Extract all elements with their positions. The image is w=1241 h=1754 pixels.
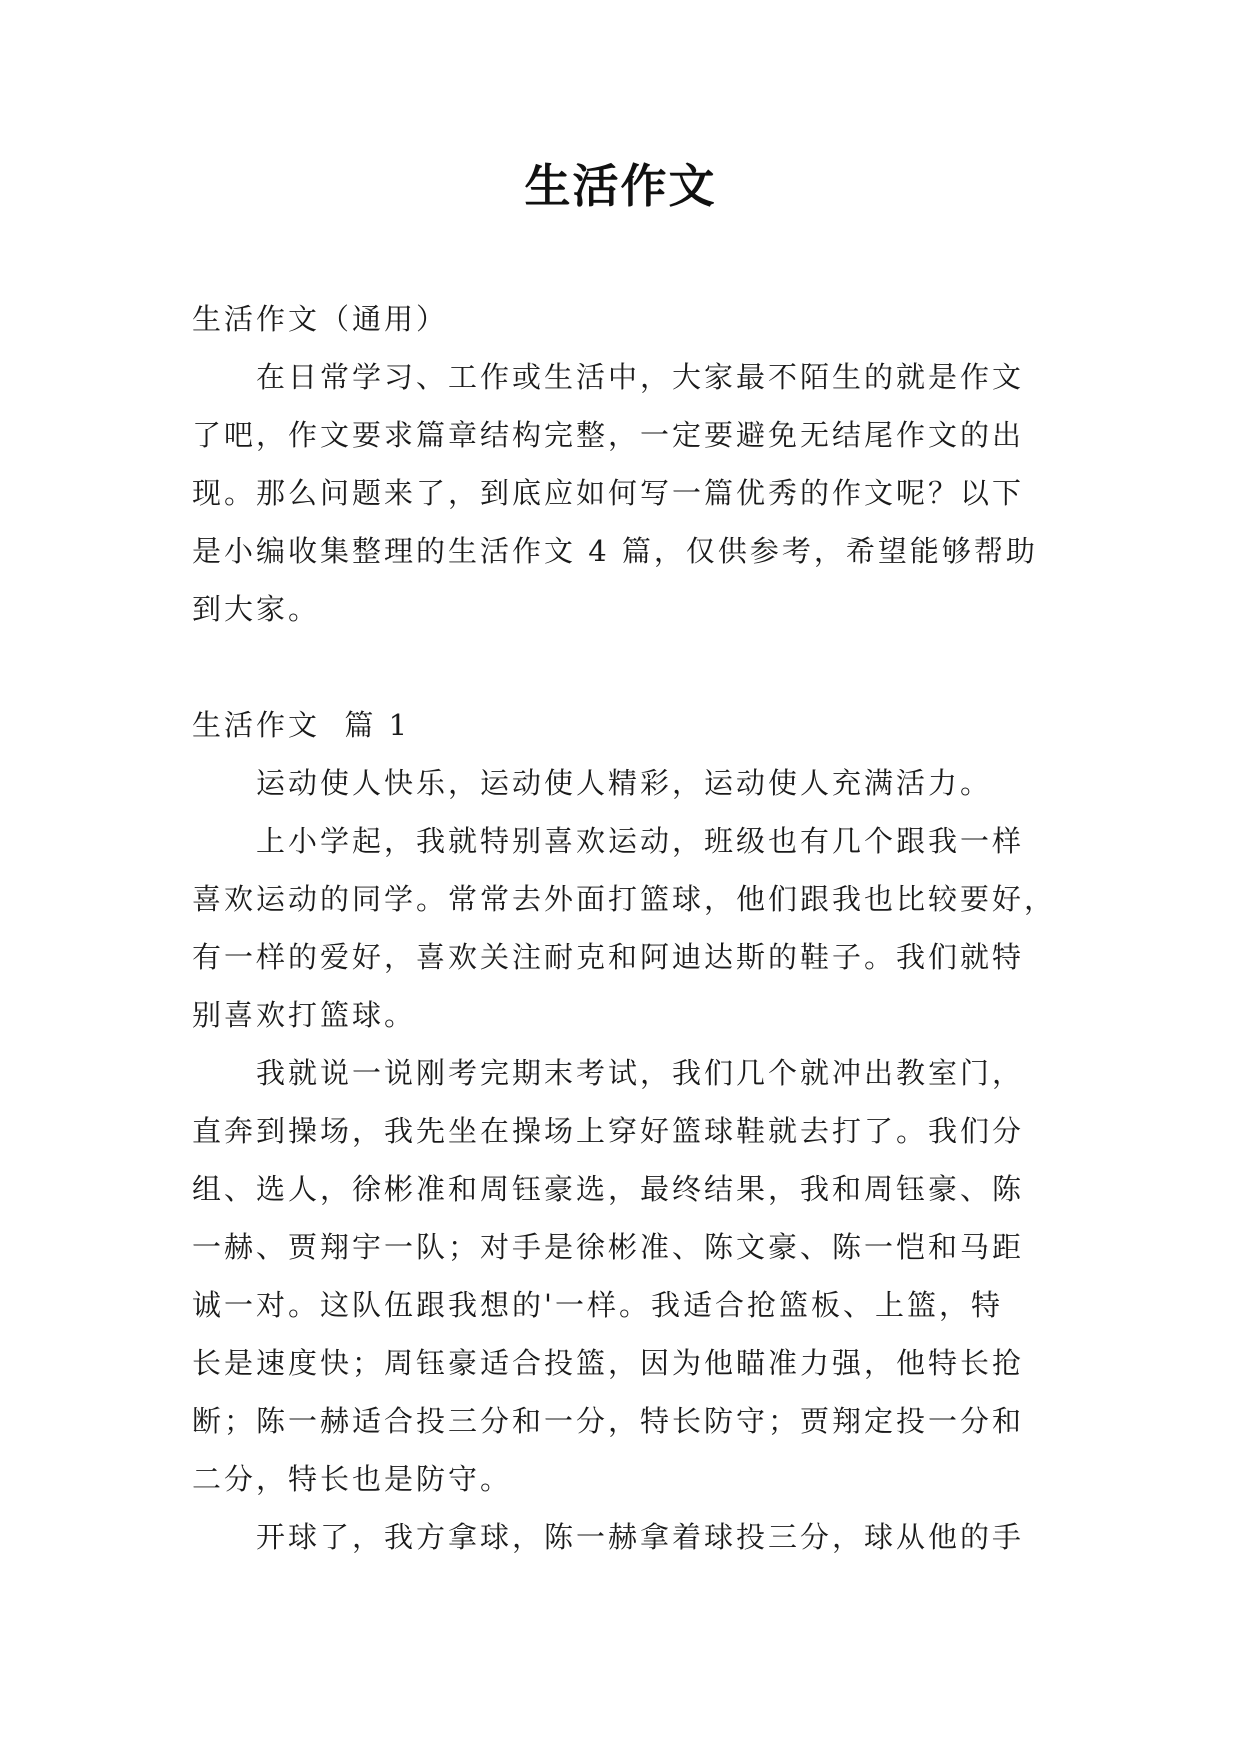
document-body	[192, 290, 1057, 1566]
paragraph-line: 长是速度快；周钰豪适合投篮，因为他瞄准力强，他特长抢	[192, 1346, 1025, 1380]
paragraph-line: 了吧，作文要求篇章结构完整，一定要避免无结尾作文的出	[192, 418, 1025, 452]
paragraph-line: 断；陈一赫适合投三分和一分，特长防守；贾翔定投一分和	[192, 1404, 1025, 1438]
paragraph-line: 有一样的爱好，喜欢关注耐克和阿迪达斯的鞋子。我们就特	[192, 940, 1025, 974]
paragraph-line: 到大家。	[192, 592, 321, 626]
paragraph-line: 我就说一说刚考完期末考试，我们几个就冲出教室门，	[256, 1056, 1025, 1090]
paragraph-line: 在日常学习、工作或生活中，大家最不陌生的就是作文	[256, 360, 1025, 394]
blank-line	[192, 638, 1052, 696]
paragraph-line: 一赫、贾翔宇一队；对手是徐彬准、陈文豪、陈一恺和马距	[192, 1230, 1025, 1264]
paragraph-4	[192, 1508, 1052, 1566]
paragraph-line: 是小编收集整理的生活作文 4 篇，仅供参考，希望能够帮助	[192, 534, 1038, 568]
paragraph-3	[192, 1044, 1052, 1508]
paragraph-line: 运动使人快乐，运动使人精彩，运动使人充满活力。	[256, 766, 993, 800]
paragraph-line: 现。那么问题来了，到底应如何写一篇优秀的作文呢？以下	[192, 476, 1025, 510]
paragraph-line: 组、选人，徐彬准和周钰豪选，最终结果，我和周钰豪、陈	[192, 1172, 1025, 1206]
paragraph-line: 别喜欢打篮球。	[192, 998, 417, 1032]
paragraph-line: 开球了，我方拿球，陈一赫拿着球投三分，球从他的手	[256, 1520, 1025, 1554]
paragraph-line: 二分，特长也是防守。	[192, 1462, 513, 1496]
paragraph-line: 上小学起，我就特别喜欢运动，班级也有几个跟我一样	[256, 824, 1025, 858]
paragraph-line: 直奔到操场，我先坐在操场上穿好篮球鞋就去打了。我们分	[192, 1114, 1025, 1148]
paragraph-line: 诚一对。这队伍跟我想的'一样。我适合抢篮板、上篮，特	[192, 1288, 1003, 1322]
intro-paragraph	[192, 348, 1052, 638]
paragraph-line: 喜欢运动的同学。常常去外面打篮球，他们跟我也比较要好，	[192, 882, 1057, 916]
section-heading: 生活作文 篇 1	[192, 708, 411, 742]
intro-heading: 生活作文（通用）	[192, 302, 449, 336]
document-title: 生活作文	[524, 159, 717, 213]
paragraph-1	[192, 754, 1052, 812]
paragraph-2	[192, 812, 1057, 1044]
